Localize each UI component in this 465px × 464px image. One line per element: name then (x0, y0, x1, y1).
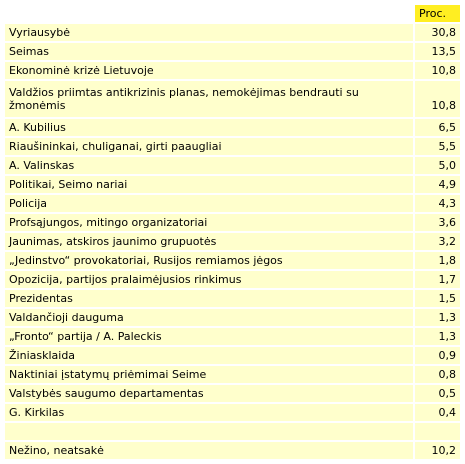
table-header-row (5, 5, 460, 22)
row-value: 1,3 (415, 328, 460, 345)
row-value: 3,6 (415, 214, 460, 231)
table-row (5, 119, 460, 136)
row-value (415, 423, 460, 440)
header-label-cell (5, 5, 413, 22)
row-value: 1,3 (415, 309, 460, 326)
row-value: 5,0 (415, 157, 460, 174)
row-label: Ekonominė krizė Lietuvoje (5, 62, 413, 79)
table-row (5, 290, 460, 307)
table-row (5, 252, 460, 269)
row-value: 30,8 (415, 24, 460, 41)
table-row (5, 157, 460, 174)
row-label: Riaušininkai, chuliganai, girti paaugliai (5, 138, 413, 155)
table-row (5, 271, 460, 288)
row-value: 4,3 (415, 195, 460, 212)
row-value: 6,5 (415, 119, 460, 136)
poll-results-table (3, 3, 462, 461)
row-value: 10,8 (415, 62, 460, 79)
row-value: 0,5 (415, 385, 460, 402)
table-row (5, 214, 460, 231)
row-label: G. Kirkilas (5, 404, 413, 421)
row-value: 1,7 (415, 271, 460, 288)
row-label: Valstybės saugumo departamentas (5, 385, 413, 402)
table-row (5, 366, 460, 383)
row-label: Profsąjungos, mitingo organizatoriai (5, 214, 413, 231)
row-label: Vyriausybė (5, 24, 413, 41)
table-row (5, 442, 460, 459)
row-label: A. Valinskas (5, 157, 413, 174)
row-label: Opozicija, partijos pralaimėjusios rinkimus (5, 271, 413, 288)
row-value: 0,4 (415, 404, 460, 421)
row-label: „Fronto“ partija / A. Paleckis (5, 328, 413, 345)
poll-results-body (5, 5, 460, 459)
row-value: 1,8 (415, 252, 460, 269)
row-label: Valdžios priimtas antikrizinis planas, nemokėjimas bendrauti su žmonėmis (5, 81, 413, 117)
table-row (5, 328, 460, 345)
table-row (5, 385, 460, 402)
row-label: Politikai, Seimo nariai (5, 176, 413, 193)
row-label: A. Kubilius (5, 119, 413, 136)
row-label (5, 423, 413, 440)
table-row-spacer (5, 423, 460, 440)
row-label: Naktiniai įstatymų priėmimai Seime (5, 366, 413, 383)
row-value: 10,8 (415, 81, 460, 117)
row-value: 10,2 (415, 442, 460, 459)
table-row (5, 81, 460, 117)
row-label: Policija (5, 195, 413, 212)
row-label: Seimas (5, 43, 413, 60)
row-label: Prezidentas (5, 290, 413, 307)
row-value: 0,9 (415, 347, 460, 364)
table-row (5, 138, 460, 155)
table-row (5, 404, 460, 421)
row-label: Valdančioji dauguma (5, 309, 413, 326)
table-row (5, 24, 460, 41)
table-row (5, 43, 460, 60)
table-row (5, 233, 460, 250)
row-label: „Jedinstvo“ provokatoriai, Rusijos remiamos jėgos (5, 252, 413, 269)
table-row (5, 62, 460, 79)
row-value: 3,2 (415, 233, 460, 250)
table-row (5, 195, 460, 212)
row-label: Jaunimas, atskiros jaunimo grupuotės (5, 233, 413, 250)
header-percent-cell: Proc. (415, 5, 460, 22)
row-value: 13,5 (415, 43, 460, 60)
table-row (5, 176, 460, 193)
row-value: 4,9 (415, 176, 460, 193)
table-row (5, 309, 460, 326)
row-value: 5,5 (415, 138, 460, 155)
row-label: Žiniasklaida (5, 347, 413, 364)
row-label: Nežino, neatsakė (5, 442, 413, 459)
row-value: 1,5 (415, 290, 460, 307)
table-row (5, 347, 460, 364)
row-value: 0,8 (415, 366, 460, 383)
